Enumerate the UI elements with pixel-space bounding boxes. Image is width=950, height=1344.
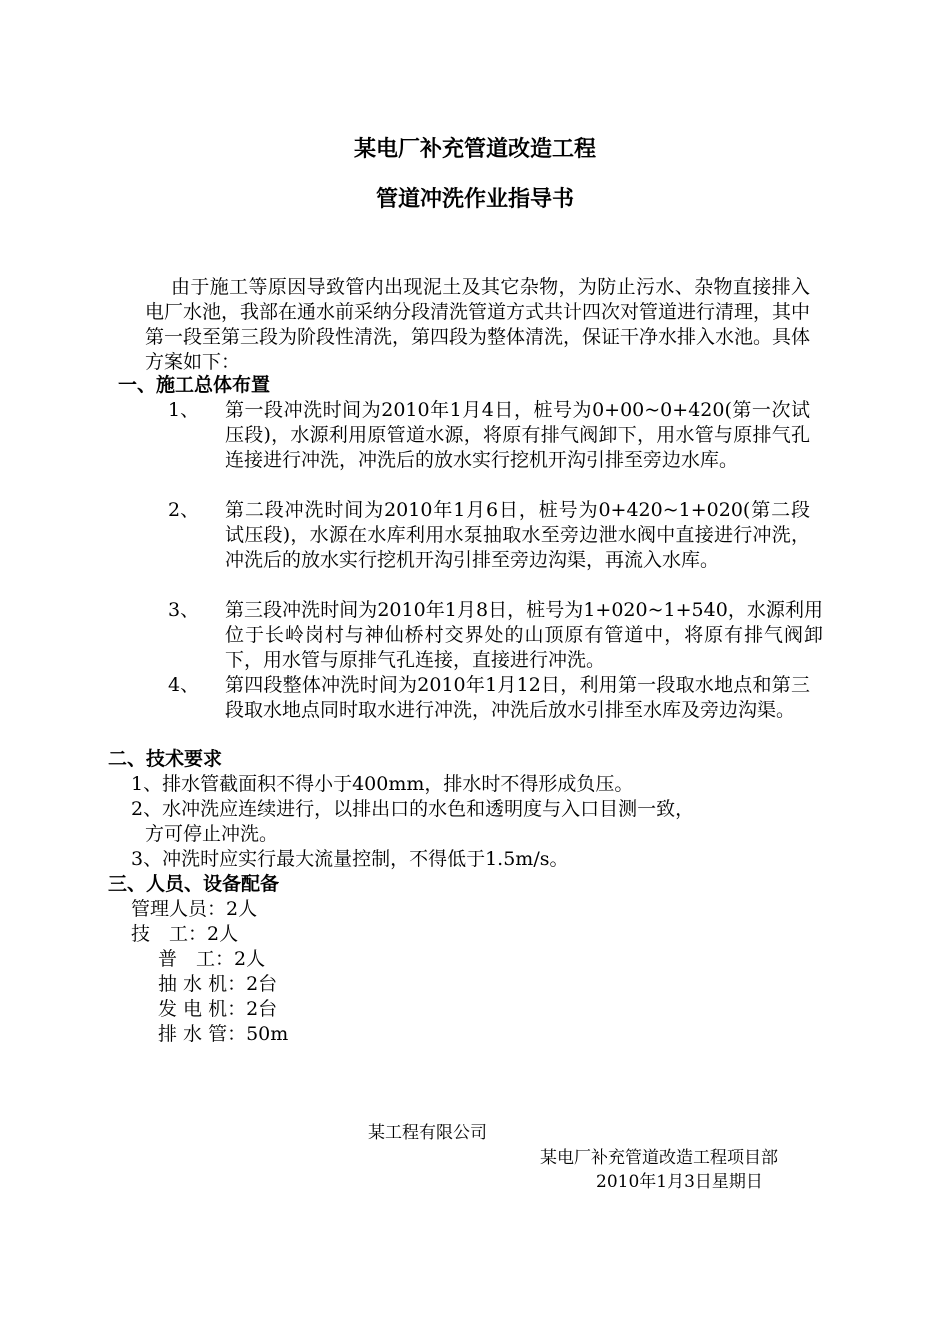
document-title: 某电厂补充管道改造工程	[353, 137, 596, 162]
signature-company: 某工程有限公司	[368, 1123, 487, 1143]
section-heading-layout: 一、施工总体布置	[118, 374, 271, 396]
list-item-text: 第三段冲洗时间为2010年1月8日，桩号为1+020~1+540，水源利用位于长岭岗村与神仙桥村交界处的山顶原有管道中，将原有排气阀卸下，用水管与原排气孔连接，直接进行冲洗。	[225, 599, 823, 671]
section-heading-tech: 二、技术要求	[108, 748, 223, 770]
equipment-row-drain-pipe: 排 水 管：50m	[158, 1023, 289, 1045]
tech-requirement-2	[131, 797, 811, 847]
signature-department: 某电厂补充管道改造工程项目部	[540, 1148, 778, 1168]
list-item-text: 第四段整体冲洗时间为2010年1月12日，利用第一段取水地点和第三段取水地点同时取水进行冲洗，冲洗后放水引排至水库及旁边沟渠。	[225, 674, 810, 721]
staff-row-technicians: 技 工：2人	[131, 923, 239, 945]
list-item-number: 3、	[168, 599, 200, 621]
tech-requirement-2-line2: 方可停止冲洗。	[145, 823, 279, 845]
tech-requirement-3: 3、冲洗时应实行最大流量控制，不得低于1.5m/s。	[131, 848, 569, 870]
list-item-text: 第二段冲洗时间为2010年1月6日，桩号为0+420~1+020(第二段试压段)，水源在水库利用水泵抽取水至旁边泄水阀中直接进行冲洗，冲洗后的放水实行挖机开沟引排至旁边沟渠，再流入水库。	[225, 499, 810, 571]
equipment-row-generator: 发 电 机：2台	[158, 998, 278, 1020]
tech-requirement-1: 1、排水管截面积不得小于400mm，排水时不得形成负压。	[131, 773, 634, 795]
intro-paragraph: 由于施工等原因导致管内出现泥土及其它杂物，为防止污水、杂物直接排入电厂水池，我部在通水前采纳分段清洗管道方式共计四次对管道进行清理，其中第一段至第三段为阶段性清洗，第四段为整体清洗，保证干净水排入水池。具体方案如下：	[145, 276, 811, 373]
equipment-row-pump: 抽 水 机：2台	[158, 973, 278, 995]
staff-row-managers: 管理人员：2人	[131, 898, 258, 920]
document-subtitle: 管道冲洗作业指导书	[375, 187, 574, 212]
list-item-number: 4、	[168, 674, 200, 696]
list-item-text: 第一段冲洗时间为2010年1月4日，桩号为0+00~0+420(第一次试压段)，水源利用原管道水源，将原有排气阀卸下，用水管与原排气孔连接进行冲洗，冲洗后的放水实行挖机开沟引排至旁边水库。	[225, 399, 810, 471]
list-item-number: 1、	[168, 399, 200, 421]
staff-row-workers: 普 工：2人	[158, 948, 266, 970]
section-heading-staff: 三、人员、设备配备	[108, 873, 280, 895]
signature-date: 2010年1月3日星期日	[596, 1172, 763, 1192]
tech-requirement-2-line1: 2、水冲洗应连续进行，以排出口的水色和透明度与入口目测一致，	[131, 798, 695, 820]
list-item-number: 2、	[168, 499, 200, 521]
